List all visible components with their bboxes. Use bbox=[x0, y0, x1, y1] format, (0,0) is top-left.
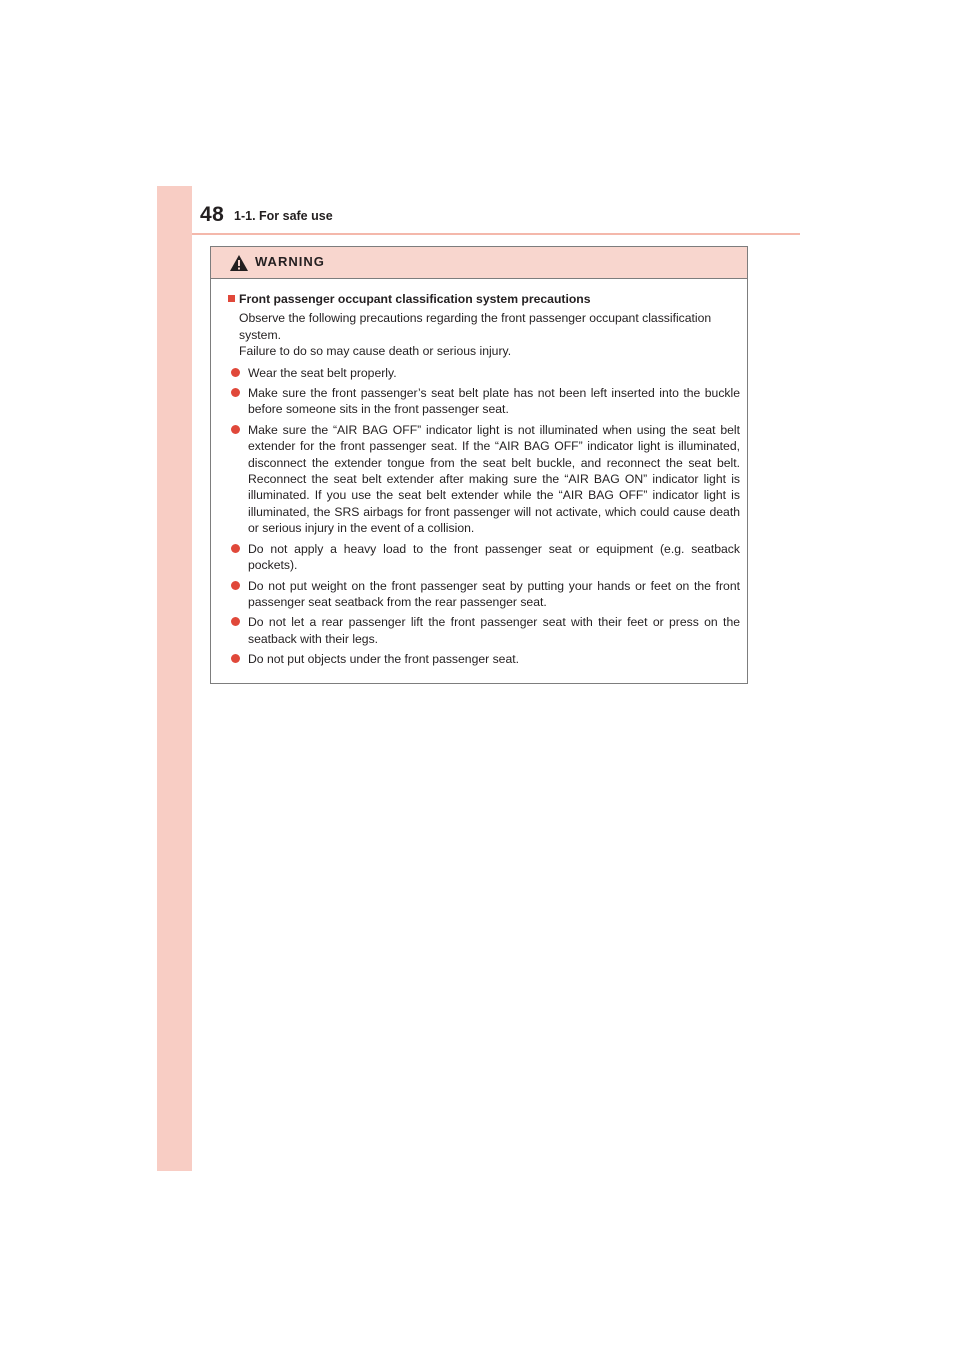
intro-consequence: Failure to do so may cause death or serious injury. bbox=[239, 344, 512, 359]
section-title: 1-1. For safe use bbox=[234, 209, 333, 223]
warning-triangle-icon bbox=[229, 254, 249, 272]
list-item bbox=[228, 614, 740, 647]
warning-body bbox=[211, 279, 747, 668]
warning-header bbox=[211, 247, 747, 279]
list-item-text: Wear the seat belt properly. bbox=[248, 365, 397, 380]
round-bullet-icon bbox=[231, 654, 240, 663]
list-item-text: Do not let a rear passenger lift the front passenger seat with their feet or press on the seatback with their legs. bbox=[248, 615, 740, 646]
list-item bbox=[228, 578, 740, 611]
round-bullet-icon bbox=[231, 581, 240, 590]
list-item bbox=[228, 541, 740, 574]
round-bullet-icon bbox=[231, 544, 240, 553]
list-item bbox=[228, 422, 740, 537]
side-color-band bbox=[157, 186, 192, 1171]
list-item-text: Make sure the “AIR BAG OFF” indicator light is not illuminated when using the seat belt extender for the front passenger seat. If the “AIR BAG OFF” indicator light is illuminated, disconnect the extender tongue from the seat belt buckle, and reconnect the seat belt. Reconnect the seat belt extender after making sure the “AIR BAG ON” indicator light is illuminated. If you use the seat belt extender while the “AIR BAG OFF” indicator light is illuminated, the SRS airbags for front passenger will not activate, which could cause death or serious injury in the event of a collision. bbox=[248, 422, 740, 536]
round-bullet-icon bbox=[231, 368, 240, 377]
list-item-text: Do not put objects under the front passenger seat. bbox=[248, 652, 520, 667]
warning-box bbox=[210, 246, 748, 684]
list-item-text: Do not put weight on the front passenger seat by putting your hands or feet on the front passenger seat seatback from the rear passenger seat. bbox=[248, 578, 740, 609]
list-item bbox=[228, 385, 740, 418]
round-bullet-icon bbox=[231, 425, 240, 434]
list-item-text: Do not apply a heavy load to the front passenger seat or equipment (e.g. seatback pockets). bbox=[248, 541, 740, 573]
list-item-text: Make sure the front passenger’s seat belt plate has not been left inserted into the buckle before someone sits in the front passenger seat. bbox=[248, 386, 740, 417]
subheading-text: Front passenger occupant classification system precautions bbox=[239, 292, 591, 306]
intro-paragraph: Observe the following precautions regarding the front passenger occupant classification system. bbox=[239, 311, 712, 342]
square-bullet-icon bbox=[228, 295, 235, 302]
warning-subheading bbox=[228, 291, 740, 307]
round-bullet-icon bbox=[231, 617, 240, 626]
list-item bbox=[228, 651, 740, 667]
list-item bbox=[228, 365, 740, 381]
header-rule bbox=[192, 233, 800, 235]
warning-label: WARNING bbox=[255, 254, 325, 269]
page-number: 48 bbox=[200, 203, 225, 226]
round-bullet-icon bbox=[231, 388, 240, 397]
precaution-list bbox=[228, 365, 740, 668]
